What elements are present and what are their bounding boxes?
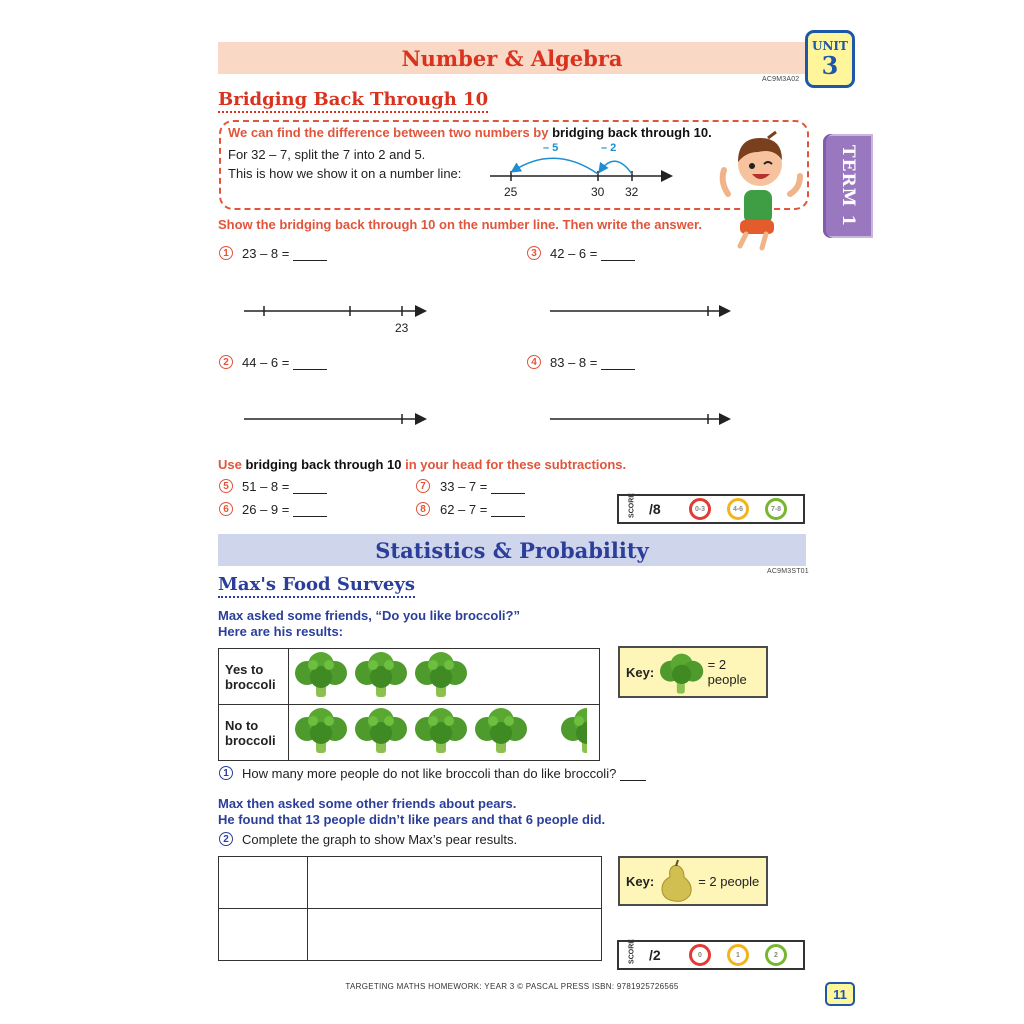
pear-row-label-cell[interactable]	[219, 857, 308, 909]
tick-label: 30	[591, 185, 605, 199]
cartoon-boy-illustration	[716, 130, 804, 252]
score-band-high[interactable]: 2	[765, 944, 787, 966]
score-band-low[interactable]: 0-3	[689, 498, 711, 520]
number-line-label: 23	[395, 321, 409, 335]
jump-arc-big	[513, 158, 598, 174]
answer-blank[interactable]	[293, 504, 327, 517]
score-total: /2	[649, 947, 661, 963]
pear-row-label-cell[interactable]	[219, 909, 308, 961]
pears-intro-1: Max then asked some other friends about pears.	[218, 796, 517, 811]
number-line-instruction: Show the bridging back through 10 on the number line. Then write the answer.	[218, 217, 702, 232]
score-total: /8	[649, 501, 661, 517]
key-pear	[618, 856, 768, 906]
answer-blank[interactable]	[293, 481, 327, 494]
question-7: 33 – 7 =	[440, 479, 525, 494]
broccoli-icon	[295, 652, 347, 697]
score-label: SCORE	[628, 939, 636, 964]
row-icons-yes	[289, 649, 600, 705]
bridging-title: Bridging Back Through 10	[218, 89, 488, 113]
pear-row-icons-cell[interactable]	[308, 909, 602, 961]
broccoli-icon	[295, 708, 347, 753]
mental-instruction: Use bridging back through 10 in your head for these subtractions.	[218, 457, 627, 472]
curriculum-code: AC9M3ST01	[767, 568, 809, 575]
explanation-line-1: For 32 – 7, split the 7 into 2 and 5.	[228, 147, 426, 162]
row-label-no: No to broccoli	[219, 705, 289, 761]
broccoli-icon	[654, 650, 707, 694]
number-line-q1[interactable]	[242, 300, 432, 340]
question-number: 1	[219, 766, 233, 780]
jump-label-small: – 2	[601, 142, 617, 154]
question-4: 83 – 8 =	[550, 355, 635, 370]
broccoli-intro-2: Here are his results:	[218, 624, 344, 639]
pear-icon	[654, 859, 698, 903]
term-tab[interactable]	[823, 134, 873, 238]
explanation-intro: We can find the difference between two numbers by bridging back through 10.	[228, 125, 712, 140]
key-broccoli	[618, 646, 768, 698]
question-number: 2	[219, 355, 233, 369]
section-banner-number-algebra	[218, 42, 806, 74]
jump-label-big: – 5	[543, 142, 559, 154]
broccoli-icon	[355, 652, 407, 697]
answer-blank[interactable]	[293, 248, 327, 261]
broccoli-icon	[355, 708, 407, 753]
answer-blank[interactable]	[620, 768, 646, 781]
unit-label: UNIT	[812, 39, 848, 53]
broccoli-icon	[415, 652, 467, 697]
question-number: 3	[527, 246, 541, 260]
question-number: 6	[219, 502, 233, 516]
jump-arc-small	[600, 161, 632, 174]
answer-blank[interactable]	[491, 504, 525, 517]
example-number-line	[480, 138, 680, 202]
question-number: 4	[527, 355, 541, 369]
key-value: = 2 people	[707, 657, 747, 687]
question-3: 42 – 6 =	[550, 246, 635, 261]
curriculum-code: AC9M3A02	[762, 76, 800, 83]
term-label: TERM 1	[838, 144, 858, 228]
score-label: SCORE	[628, 493, 636, 518]
score-band-mid[interactable]: 1	[727, 944, 749, 966]
broccoli-question: How many more people do not like broccoli than do like broccoli?	[242, 766, 646, 781]
score-band-mid[interactable]: 4-6	[727, 498, 749, 520]
pears-question: Complete the graph to show Max’s pear results.	[242, 832, 518, 847]
tick-label: 32	[625, 185, 639, 199]
score-band-low[interactable]: 0	[689, 944, 711, 966]
score-box-1	[617, 494, 805, 524]
score-box-2	[617, 940, 805, 970]
broccoli-icon	[561, 708, 599, 753]
key-label: Key:	[626, 664, 655, 680]
number-line-q4[interactable]	[548, 408, 738, 432]
key-value: = 2 people	[698, 873, 760, 889]
answer-blank[interactable]	[491, 481, 525, 494]
section-title: Number & Algebra	[401, 45, 623, 71]
section-title: Statistics & Probability	[375, 537, 649, 563]
question-number: 7	[416, 479, 430, 493]
footer-text: TARGETING MATHS HOMEWORK: YEAR 3 © PASCAL PRESS ISBN: 9781925726565	[345, 982, 679, 991]
broccoli-icon	[415, 708, 467, 753]
answer-blank[interactable]	[293, 357, 327, 370]
broccoli-intro-1: Max asked some friends, “Do you like broccoli?”	[218, 608, 520, 623]
number-line-q3[interactable]	[548, 300, 738, 324]
unit-number: 3	[821, 51, 839, 80]
unit-badge	[805, 30, 855, 88]
tick-label: 25	[504, 185, 518, 199]
question-number: 1	[219, 246, 233, 260]
broccoli-icon	[475, 708, 527, 753]
broccoli-pictograph	[218, 648, 600, 761]
question-1: 23 – 8 =	[242, 246, 327, 261]
answer-blank[interactable]	[601, 357, 635, 370]
question-2: 44 – 6 =	[242, 355, 327, 370]
score-band-high[interactable]: 7-8	[765, 498, 787, 520]
question-8: 62 – 7 =	[440, 502, 525, 517]
question-number: 8	[416, 502, 430, 516]
pears-intro-2: He found that 13 people didn’t like pears and that 6 people did.	[218, 812, 606, 827]
question-number: 5	[219, 479, 233, 493]
answer-blank[interactable]	[601, 248, 635, 261]
row-icons-no	[289, 705, 600, 761]
page-number: 11	[825, 982, 855, 1006]
pear-graph-empty[interactable]	[218, 856, 602, 961]
question-6: 26 – 9 =	[242, 502, 327, 517]
row-label-yes: Yes to broccoli	[219, 649, 289, 705]
section-banner-statistics	[218, 534, 806, 566]
food-survey-title: Max's Food Surveys	[218, 574, 415, 598]
pear-row-icons-cell[interactable]	[308, 857, 602, 909]
key-label: Key:	[626, 873, 655, 889]
number-line-q2[interactable]	[242, 408, 432, 432]
explanation-line-2: This is how we show it on a number line:	[228, 166, 462, 181]
question-5: 51 – 8 =	[242, 479, 327, 494]
question-number: 2	[219, 832, 233, 846]
